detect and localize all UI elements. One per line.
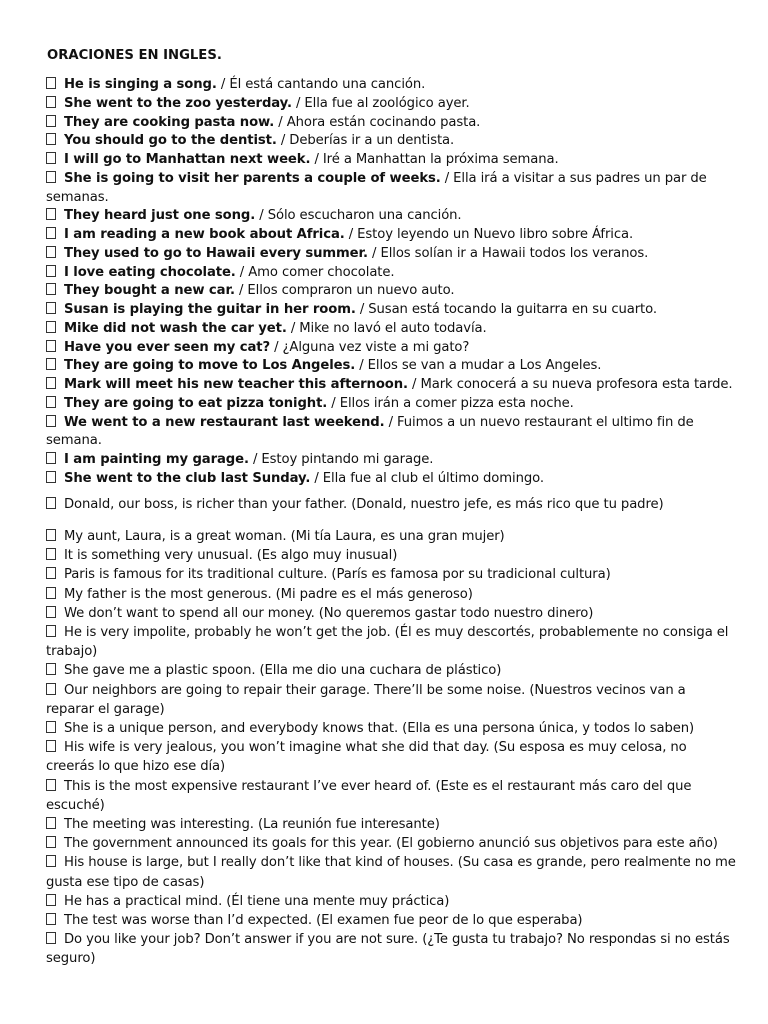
sentence-list-present-past	[46, 76, 736, 489]
sentence-text: It is something very unusual. (Es algo muy inusual)	[64, 548, 398, 564]
missing-glyph-bullet-icon	[46, 377, 56, 389]
spanish-translation: / Fuimos a un nuevo restaurant el ultimo fin de semana.	[46, 414, 694, 449]
spanish-translation: / Iré a Manhattan la próxima semana.	[310, 152, 559, 167]
sentence-text: Do you like your job? Don’t answer if you are not sure. (¿Te gusta tu trabajo? No respondas si no estás seguro)	[46, 932, 730, 967]
missing-glyph-bullet-icon	[46, 913, 56, 925]
sentence-item	[46, 301, 736, 320]
sentence-item	[46, 207, 736, 226]
english-sentence: Mike did not wash the car yet.	[64, 320, 287, 336]
english-sentence: I will go to Manhattan next week.	[64, 152, 311, 167]
english-sentence: Have you ever seen my cat?	[64, 339, 270, 355]
missing-glyph-bullet-icon	[46, 779, 56, 791]
sentence-item	[46, 114, 736, 133]
missing-glyph-bullet-icon	[46, 77, 56, 89]
missing-glyph-bullet-icon	[46, 625, 56, 637]
spanish-translation: / Estoy leyendo un Nuevo libro sobre África.	[344, 227, 634, 242]
missing-glyph-bullet-icon	[46, 321, 56, 333]
sentence-item	[46, 585, 736, 604]
sentence-text: She gave me a plastic spoon. (Ella me dio una cuchara de plástico)	[64, 663, 502, 679]
spanish-translation: / Estoy pintando mi garage.	[248, 452, 434, 467]
sentence-list-adjectives	[46, 527, 736, 969]
missing-glyph-bullet-icon	[46, 96, 56, 108]
missing-glyph-bullet-icon	[46, 548, 56, 560]
english-sentence: They are cooking pasta now.	[64, 114, 275, 130]
sentence-item	[46, 151, 736, 170]
missing-glyph-bullet-icon	[46, 836, 56, 848]
sentence-text: This is the most expensive restaurant I’ve ever heard of. (Este es el restaurant más caro del que escuché)	[46, 778, 692, 813]
sentence-text: He has a practical mind. (Él tiene una mente muy práctica)	[64, 893, 450, 909]
sentence-item	[46, 777, 736, 815]
missing-glyph-bullet-icon	[46, 208, 56, 220]
sentence-text: Paris is famous for its traditional culture. (París es famosa por su tradicional cultura)	[64, 567, 611, 583]
sentence-text: He is very impolite, probably he won’t get the job. (Él es muy descortés, probablemente no consiga el trabajo)	[46, 625, 729, 660]
sentence-text: His wife is very jealous, you won’t imagine what she did that day. (Su esposa es muy celosa, no creerás lo que hizo ese día)	[46, 740, 687, 775]
english-sentence: They are going to eat pizza tonight.	[64, 395, 328, 411]
sentence-item	[46, 376, 736, 395]
missing-glyph-bullet-icon	[46, 855, 56, 867]
sentence-text: She is a unique person, and everybody knows that. (Ella es una persona única, y todos lo saben)	[64, 721, 695, 737]
sentence-item	[46, 245, 736, 264]
sentence-item	[46, 853, 736, 891]
sentence-item	[46, 95, 736, 114]
spanish-translation: / Ellos irán a comer pizza esta noche.	[327, 395, 574, 411]
spanish-translation: / Ahora están cocinando pasta.	[274, 114, 481, 130]
spanish-translation: / Susan está tocando la guitarra en su cuarto.	[355, 302, 657, 317]
spanish-translation: / Ella fue al zoológico ayer.	[291, 95, 470, 111]
missing-glyph-bullet-icon	[46, 817, 56, 829]
spanish-translation: / Mark conocerá a su nueva profesora esta tarde.	[407, 377, 733, 392]
sentence-item	[46, 282, 736, 301]
missing-glyph-bullet-icon	[46, 415, 56, 427]
sentence-text: His house is large, but I really don’t like that kind of houses. (Su casa es grande, pero realmente no me gusta ese tipo de casas)	[46, 855, 736, 890]
sentence-item	[46, 892, 736, 911]
sentence-item	[46, 604, 736, 623]
missing-glyph-bullet-icon	[46, 227, 56, 239]
sentence-item	[46, 339, 736, 358]
missing-glyph-bullet-icon	[46, 452, 56, 464]
english-sentence: We went to a new restaurant last weekend.	[64, 414, 385, 430]
sentence-item	[46, 546, 736, 565]
sentence-item	[46, 495, 736, 514]
missing-glyph-bullet-icon	[46, 497, 56, 509]
sentence-item	[46, 623, 736, 661]
sentence-item	[46, 76, 736, 95]
missing-glyph-bullet-icon	[46, 471, 56, 483]
spanish-translation: / Deberías ir a un dentista.	[276, 133, 455, 149]
missing-glyph-bullet-icon	[46, 115, 56, 127]
sentence-item	[46, 911, 736, 930]
sentence-item	[46, 834, 736, 853]
missing-glyph-bullet-icon	[46, 265, 56, 277]
missing-glyph-bullet-icon	[46, 152, 56, 164]
missing-glyph-bullet-icon	[46, 740, 56, 752]
sentence-text: My father is the most generous. (Mi padre es el más generoso)	[64, 586, 473, 602]
missing-glyph-bullet-icon	[46, 283, 56, 295]
sentence-item	[46, 414, 736, 452]
english-sentence: They heard just one song.	[64, 208, 256, 224]
sentence-item	[46, 264, 736, 283]
spanish-translation: / Mike no lavó el auto todavía.	[286, 320, 487, 336]
sentence-item	[46, 661, 736, 680]
sentence-item	[46, 470, 736, 489]
missing-glyph-bullet-icon	[46, 587, 56, 599]
sentence-item	[46, 226, 736, 245]
english-sentence: You should go to the dentist.	[64, 133, 277, 149]
missing-glyph-bullet-icon	[46, 894, 56, 906]
sentence-item	[46, 527, 736, 546]
sentence-item	[46, 719, 736, 738]
sentence-item	[46, 738, 736, 776]
sentence-item	[46, 681, 736, 719]
english-sentence: She went to the zoo yesterday.	[64, 95, 292, 111]
missing-glyph-bullet-icon	[46, 529, 56, 541]
english-sentence: I am painting my garage.	[64, 452, 249, 467]
spanish-translation: / Amo comer chocolate.	[235, 264, 395, 280]
spanish-translation: / Él está cantando una canción.	[216, 77, 426, 92]
sentence-item	[46, 132, 736, 151]
sentence-text: We don’t want to spend all our money. (No queremos gastar todo nuestro dinero)	[64, 605, 594, 621]
sentence-list-standalone	[46, 495, 736, 514]
english-sentence: Mark will meet his new teacher this afternoon.	[64, 377, 408, 392]
missing-glyph-bullet-icon	[46, 246, 56, 258]
missing-glyph-bullet-icon	[46, 663, 56, 675]
sentence-text: The government announced its goals for this year. (El gobierno anunció sus objetivos para este año)	[64, 836, 718, 852]
english-sentence: I am reading a new book about Africa.	[64, 227, 345, 242]
sentence-item	[46, 565, 736, 584]
missing-glyph-bullet-icon	[46, 567, 56, 579]
missing-glyph-bullet-icon	[46, 302, 56, 314]
sentence-item	[46, 395, 736, 414]
page-title: ORACIONES EN INGLES.	[47, 48, 222, 63]
sentence-text: My aunt, Laura, is a great woman. (Mi tía Laura, es una gran mujer)	[64, 529, 505, 544]
sentence-item	[46, 451, 736, 470]
sentence-item	[46, 357, 736, 376]
missing-glyph-bullet-icon	[46, 932, 56, 944]
sentence-item	[46, 930, 736, 968]
missing-glyph-bullet-icon	[46, 133, 56, 145]
missing-glyph-bullet-icon	[46, 606, 56, 618]
sentence-text: The meeting was interesting. (La reunión fue interesante)	[64, 817, 440, 833]
sentence-item	[46, 170, 736, 208]
english-sentence: Susan is playing the guitar in her room.	[64, 302, 356, 317]
spanish-translation: / Ella fue al club el último domingo.	[310, 470, 544, 486]
missing-glyph-bullet-icon	[46, 358, 56, 370]
spanish-translation: / Ellos compraron un nuevo auto.	[234, 283, 455, 299]
english-sentence: They bought a new car.	[64, 283, 235, 299]
sentence-text: Donald, our boss, is richer than your father. (Donald, nuestro jefe, es más rico que tu padre)	[64, 497, 664, 512]
missing-glyph-bullet-icon	[46, 340, 56, 352]
english-sentence: She is going to visit her parents a couple of weeks.	[64, 170, 441, 186]
sentence-text: Our neighbors are going to repair their garage. There’ll be some noise. (Nuestros vecinos van a reparar el garage)	[46, 682, 686, 717]
english-sentence: They used to go to Hawaii every summer.	[64, 245, 368, 261]
missing-glyph-bullet-icon	[46, 683, 56, 695]
english-sentence: I love eating chocolate.	[64, 264, 236, 280]
missing-glyph-bullet-icon	[46, 396, 56, 408]
sentence-item	[46, 815, 736, 834]
english-sentence: He is singing a song.	[64, 77, 217, 92]
sentence-item	[46, 320, 736, 339]
english-sentence: She went to the club last Sunday.	[64, 470, 311, 486]
sentence-text: The test was worse than I’d expected. (El examen fue peor de lo que esperaba)	[64, 913, 583, 929]
english-sentence: They are going to move to Los Angeles.	[64, 358, 356, 374]
spanish-translation: / Ellos se van a mudar a Los Angeles.	[355, 358, 602, 374]
missing-glyph-bullet-icon	[46, 171, 56, 183]
spanish-translation: / Sólo escucharon una canción.	[255, 208, 462, 224]
missing-glyph-bullet-icon	[46, 721, 56, 733]
spanish-translation: / Ella irá a visitar a sus padres un par de semanas.	[46, 170, 707, 205]
spanish-translation: / ¿Alguna vez viste a mi gato?	[270, 339, 470, 355]
spanish-translation: / Ellos solían ir a Hawaii todos los veranos.	[367, 245, 649, 261]
